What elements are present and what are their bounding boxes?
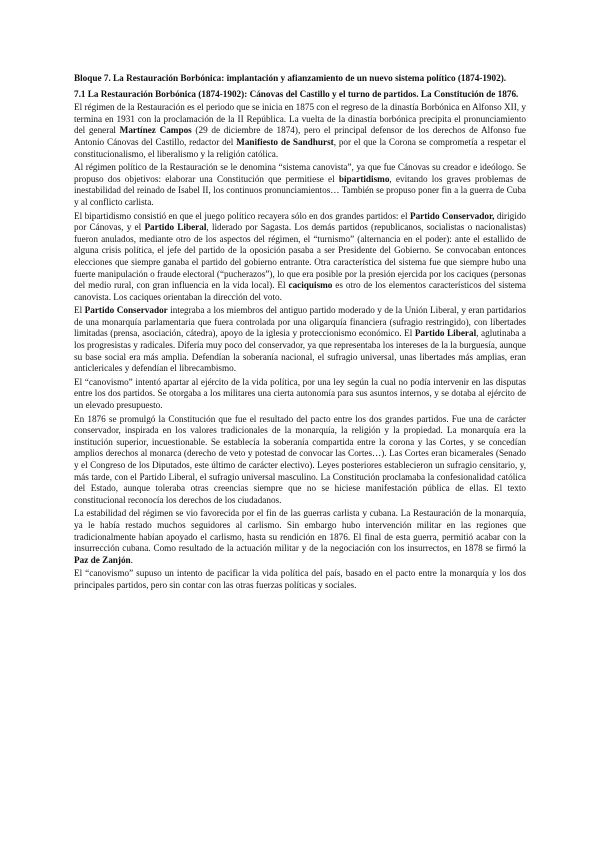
body-paragraph (74, 568, 526, 591)
text-run: integraba a los miembros del antiguo partido moderado y de la Unión Liberal, y eran partidarios de una monarquía parlamentaria que fuera controlada por una oligarquía financiera (sufragio restringido), con libertades limitadas (prensa, asociación, cátedra), apoyo de la iglesia y proteccionismo económico. El (74, 305, 526, 339)
bold-term: Partido Conservador, (409, 210, 495, 221)
body-paragraph (74, 162, 526, 208)
body-paragraph (74, 377, 526, 412)
text-run: El bipartidismo consistió en que el juego político recayera sólo en dos grandes partidos: el (74, 210, 410, 221)
bold-term: Partido Liberal (144, 222, 207, 233)
bold-term: Partido Liberal (414, 328, 477, 339)
text-run: , liderado por Sagasta. Los demás partidos (republicanos, socialistas o nacionalistas) fueron anulados, mediante otro de los aspectos del régimen, el “turnismo” (alternancia en el poder): ante el estallido de alguna crisis política, el jefe del partido de la oposición pasaba a ser Presidente del Gobierno. Se convocaban entonces elecciones que siempre ganaba el partido del gobierno entrante. Otra característica del sistema fue que siempre hubo una fuerte manipulación o fraude electoral (“pucherazos”), lo que era posible por la presión ejercida por los caciques (personas del medio rural, con gran influencia en la vida local). El (74, 222, 526, 291)
bold-term: caciquismo (288, 280, 333, 291)
text-run: El régimen de la Restauración es el periodo que se inicia en 1875 con el regreso de la dinastía Borbónica en Alfonso XII, y termina en 1931 con la proclamación de la II República. La vuelta de la dinastía borbónica precipita el pronunciamiento del general (74, 102, 526, 136)
bold-term: bipartidismo (338, 173, 390, 184)
paragraphs-container (74, 102, 526, 591)
text-run: El “canovismo” supuso un intento de pacificar la vida política del país, basado en el pacto entre la monarquía y los dos principales partidos, pero sin contar con las otras fuerzas políticas y sociales. (74, 568, 526, 590)
body-paragraph (74, 102, 526, 160)
text-run: Al régimen político de la Restauración se le denomina “sistema canovista”, ya que fue Cánovas su creador e ideólogo. Se propuso dos objetivos: elaborar una Constitución que permitiese el (74, 162, 526, 184)
text-run: El “canovismo” intentó apartar al ejército de la vida política, por una ley según la cual no podía intervenir en las disputas entre los dos partidos. Se otorgaba a los militares una cierta autonomía para sus asuntos internos, y se dotaba al ejército de un elevado presupuesto. (74, 376, 526, 411)
text-run: , por el que la Corona se comprometía a respetar el constitucionalismo, el liberalismo y la religión católica. (74, 136, 527, 159)
body-paragraph (74, 508, 526, 566)
bold-term: Martínez Campos (119, 125, 192, 136)
text-run: , aglutinaba a los progresistas y radicales. Difería muy poco del conservador, ya que representaba los intereses de la la burguesía, aunque su base social era más amplia. Defendían la soberanía nacional, el sufragio universal, unas libertades más amplias, eran anticlericales y defendían el librecambismo. (74, 328, 526, 374)
document-body (74, 73, 526, 594)
text-run: El (74, 305, 85, 316)
text-run: , evitando los graves problemas de inestabilidad del reinado de Isabel II, los continuos pronunciamientos… También se propuso poner fin a la guerra de Cuba y al conflicto carlista. (74, 173, 526, 207)
block-heading: Bloque 7. La Restauración Borbónica: implantación y afianzamiento de un nuevo sistema político (1874-1902). (74, 73, 507, 83)
bold-term: Partido Conservador (84, 305, 168, 316)
body-paragraph (74, 305, 526, 375)
text-run: En 1876 se promulgó la Constitución que fue el resultado del pacto entre los dos grandes partidos. Fue una de carácter conservador, inspirada en los valores tradicionales de la monarquía, la religión y la propiedad. La monarquía era la institución superior, incuestionable. Se establecía la soberanía compartida entre la corona y las Cortes, y se concedían amplios derechos al monarca (derecho de veto y potestad de convocar las Cortes…). Las Cortes eran bicamerales (Senado y el Congreso de los Diputados, este último de carácter electivo). Leyes posteriores establecieron un sufragio censitario, y, más tarde, con el Partido Liberal, el sufragio universal masculino. La Constitución proclamaba la confesionalidad católica del Estado, aunque toleraba otras creencias siempre que no se hiciese manifestación pública de ellas. El texto constitucional reconocía los derechos de los ciudadanos. (74, 413, 526, 505)
body-paragraph (74, 211, 526, 304)
bold-term: Manifiesto de Sandhurst (236, 136, 334, 147)
body-paragraph (74, 414, 526, 507)
text-run: . (130, 554, 133, 565)
text-run: (29 de diciembre de 1874), pero el principal defensor de los derechos de Alfonso fue Antonio Cánovas del Castillo, redactor del (74, 125, 526, 147)
text-run: es otro de los elementos característicos del sistema canovista. Los caciques orientaban la dirección del voto. (74, 280, 526, 302)
section-subheading: 7.1 La Restauración Borbónica (1874-1902): Cánovas del Castillo y el turno de partidos. La Constitución de 1876. (74, 88, 519, 99)
text-run: dirigido por Cánovas, y el (74, 210, 527, 233)
bold-term: Paz de Zanjón (74, 554, 131, 565)
text-run: La estabilidad del régimen se vio favorecida por el fin de las guerras carlista y cubana. La Restauración de la monarquía, ya le había restado muchos seguidores al carlismo. Sin embargo hubo intervención militar en las regiones que tradicionalmente habían apoyado el carlismo, hasta su rendición en 1876. El final de esta guerra, permitió acabar con la insurrección cubana. Como resultado de la actuación militar y de la negociación con los insurrectos, en 1878 se firmó la (74, 508, 526, 554)
